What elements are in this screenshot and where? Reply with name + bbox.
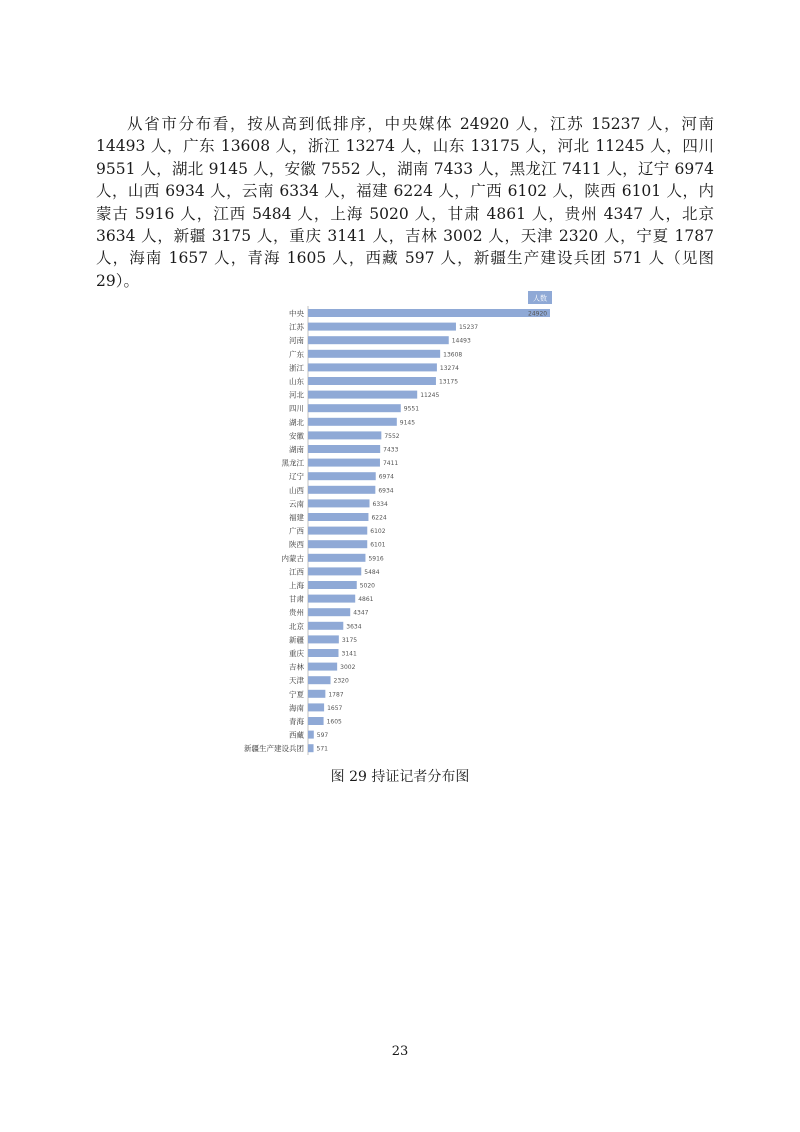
category-label: 黑龙江: [281, 458, 304, 468]
bar: [308, 418, 397, 426]
category-label: 山西: [289, 485, 304, 495]
value-label: 9551: [403, 405, 420, 413]
category-label: 贵州: [289, 608, 304, 618]
value-label: 13608: [443, 351, 463, 359]
bar: [308, 608, 350, 616]
bar: [308, 445, 380, 453]
bar: [308, 377, 436, 385]
bar: [308, 703, 324, 711]
page-number: 23: [391, 1044, 409, 1059]
value-label: 597: [316, 732, 329, 740]
value-label: 7552: [384, 432, 400, 440]
value-label: 6102: [370, 528, 386, 536]
bar: [308, 595, 355, 603]
value-label: 5484: [364, 568, 380, 576]
bar: [308, 391, 417, 399]
figure-caption: 图 29 持证记者分布图: [330, 769, 470, 785]
bar: [308, 336, 449, 344]
category-label: 中央: [289, 309, 304, 318]
bar: [308, 567, 361, 575]
value-label: 3175: [341, 636, 358, 644]
value-label: 6224: [371, 514, 387, 522]
bar: [308, 404, 401, 412]
value-label: 14493: [451, 337, 471, 345]
bar: [308, 459, 380, 467]
bar: [308, 350, 440, 358]
bar: [308, 649, 339, 657]
category-label: 辽宁: [289, 472, 304, 482]
legend-label: 人数: [533, 294, 547, 303]
category-label: 浙江: [289, 363, 304, 373]
bar: [308, 486, 375, 494]
value-label: 6334: [372, 500, 388, 508]
bar: [308, 499, 370, 507]
category-label: 海南: [289, 703, 304, 713]
value-label: 13274: [439, 364, 459, 372]
bar-chart: [230, 285, 570, 755]
category-label: 甘肃: [289, 594, 304, 604]
body-paragraph: 从省市分布看，按从高到低排序，中央媒体 24920 人，江苏 15237 人，河南 14493 人，广东 13608 人，浙江 13274 人，山东 13175 人，河北 11245 人，四川 9551 人，湖北 9145 人，安徽 7552 人，湖南 7433 人，黑龙江 7411 人，辽宁 6974 人，山西 6934 人，云南 6334 人，福建 6224 人，广西 6102 人，陕西 6101 人，内蒙古 5916 人，江西 5484 人，上海 5020 人，甘肃 4861 人，贵州 4347 人，北京 3634 人，新疆 3175 人，重庆 3141 人，吉林 3002 人，天津 2320 人，宁夏 1787 人，海南 1657 人，青海 1605 人，西藏 597 人，新疆生产建设兵团 571 人（见图 29）。: [96, 115, 714, 290]
bar: [308, 622, 343, 630]
bar: [308, 663, 337, 671]
category-label: 西藏: [289, 730, 304, 740]
bar: [308, 717, 324, 725]
category-label: 北京: [289, 621, 304, 631]
category-label: 山东: [289, 377, 304, 386]
bar: [308, 554, 365, 562]
value-label: 4861: [358, 596, 374, 604]
category-label: 湖北: [289, 417, 304, 427]
category-label: 安徽: [289, 431, 304, 441]
value-label: 6934: [378, 487, 394, 495]
value-label: 571: [316, 745, 328, 753]
value-label: 15237: [458, 324, 479, 332]
value-label: 3141: [341, 650, 357, 658]
value-label: 3002: [340, 664, 356, 672]
value-label: 7433: [383, 446, 399, 454]
value-label: 4347: [353, 609, 369, 617]
bar: [308, 527, 367, 535]
bar: [308, 363, 437, 371]
category-label: 广东: [289, 349, 304, 359]
value-label: 6101: [370, 541, 386, 549]
bar: [308, 513, 368, 521]
category-label: 江苏: [289, 322, 304, 332]
value-label: 3634: [346, 623, 362, 631]
bar: [308, 731, 314, 739]
bar: [308, 581, 357, 589]
value-label: 1787: [328, 691, 344, 699]
category-label: 陕西: [289, 540, 304, 550]
category-label: 福建: [289, 513, 304, 522]
value-label: 9145: [399, 419, 416, 427]
bar: [308, 744, 314, 752]
category-label: 新疆生产建设兵团: [244, 744, 304, 754]
category-label: 四川: [289, 404, 304, 414]
value-label: 5020: [359, 582, 376, 590]
bar: [308, 676, 331, 684]
bar: [308, 323, 456, 331]
value-label: 2320: [333, 677, 349, 685]
category-label: 湖南: [289, 445, 304, 454]
value-label: 7411: [382, 460, 399, 468]
category-label: 上海: [289, 581, 304, 590]
category-label: 河北: [289, 390, 304, 400]
value-label: 13175: [438, 378, 459, 386]
category-label: 吉林: [289, 662, 304, 672]
category-label: 内蒙古: [281, 553, 304, 563]
bar: [308, 472, 376, 480]
bar: [308, 309, 550, 317]
bar: [308, 431, 381, 439]
value-label: 5916: [368, 555, 384, 563]
category-label: 新疆: [289, 635, 304, 645]
category-label: 河南: [289, 336, 304, 346]
category-label: 宁夏: [289, 689, 304, 699]
value-label: 1605: [326, 718, 342, 726]
bar: [308, 635, 339, 643]
value-label: 11245: [420, 392, 440, 400]
value-label: 6974: [378, 473, 395, 481]
value-label: 24920: [528, 310, 548, 318]
bar: [308, 690, 325, 698]
category-label: 青海: [289, 717, 304, 726]
category-label: 江西: [289, 567, 304, 577]
category-label: 广西: [289, 526, 304, 536]
bar: [308, 540, 367, 548]
category-label: 天津: [289, 676, 304, 686]
chart-legend: [528, 291, 552, 304]
category-label: 重庆: [289, 649, 304, 658]
category-label: 云南: [289, 499, 304, 509]
value-label: 1657: [327, 704, 343, 712]
